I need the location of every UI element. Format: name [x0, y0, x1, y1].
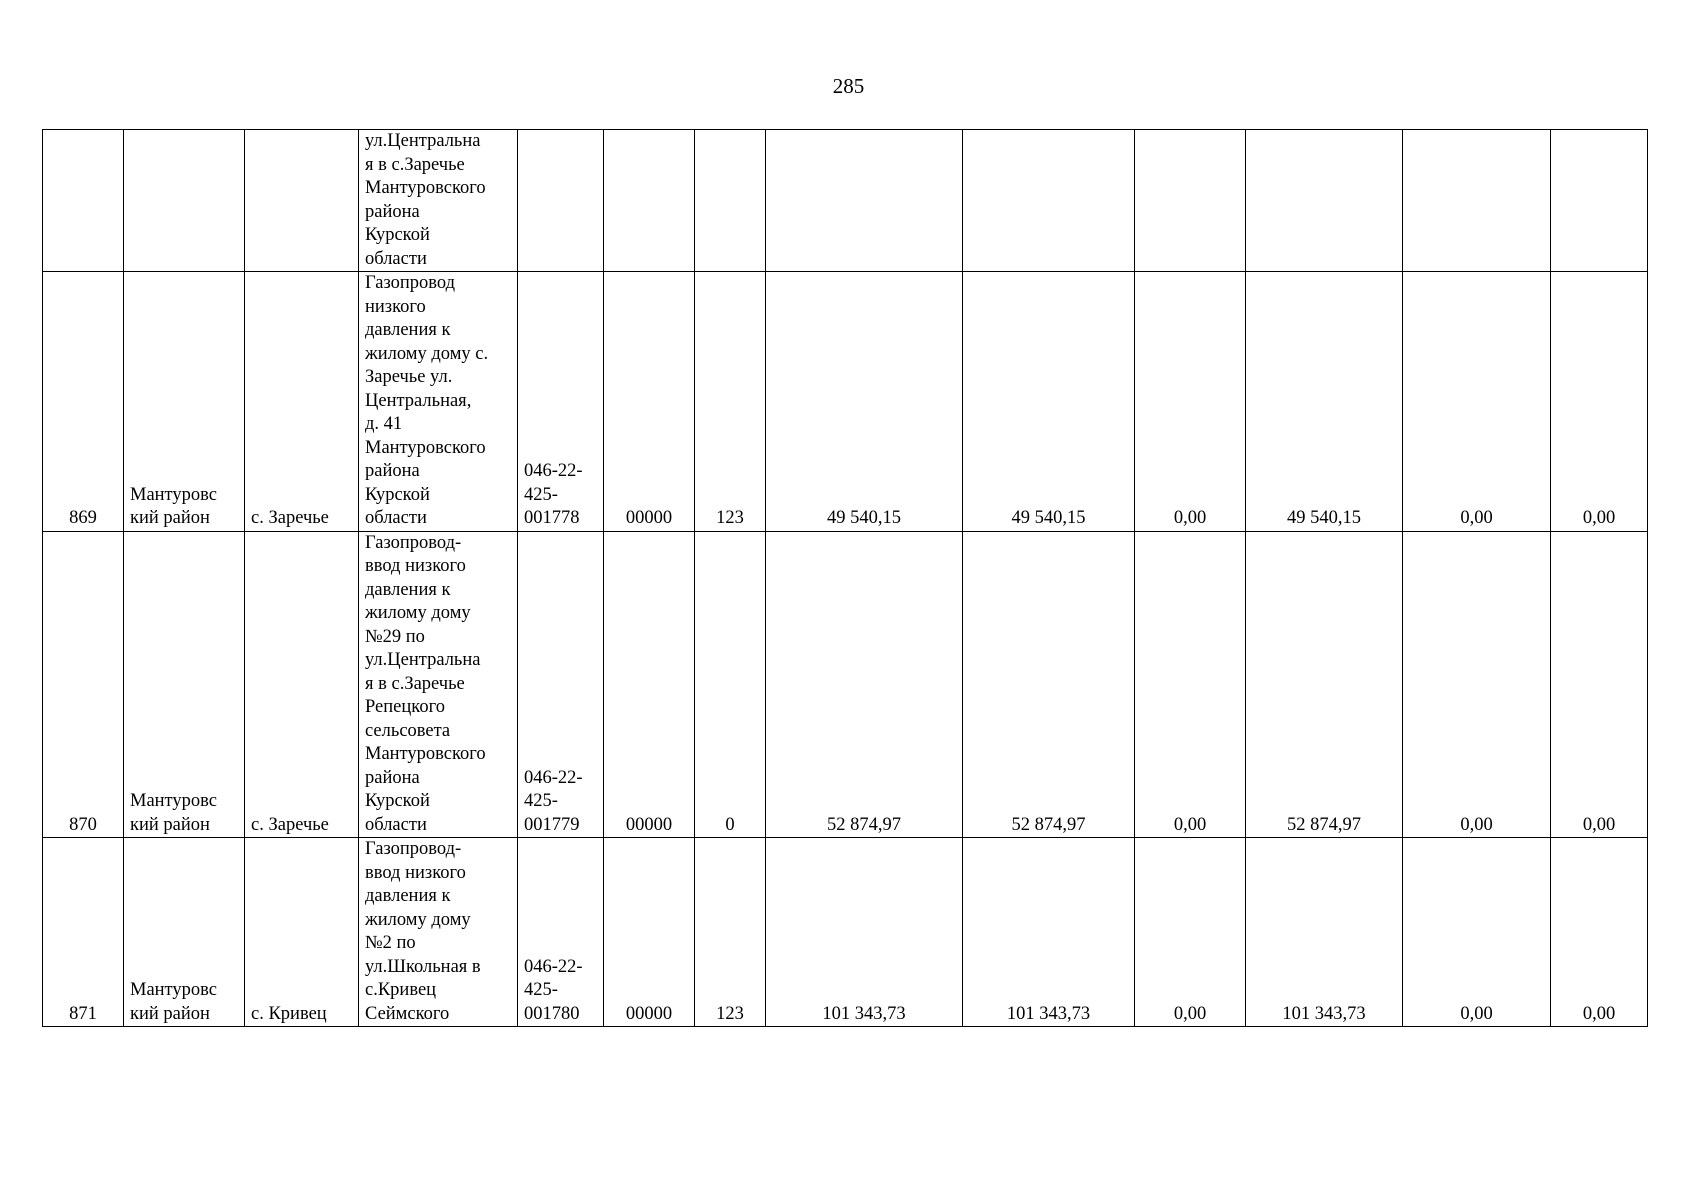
- cell-okof: [604, 130, 695, 272]
- cell-number: [43, 130, 124, 272]
- cell-value-4: 52 874,97: [1246, 531, 1403, 838]
- cell-okof: 00000: [604, 272, 695, 532]
- cell-quantity: [695, 130, 766, 272]
- cell-number: 870: [43, 531, 124, 838]
- cell-value-6: 0,00: [1551, 838, 1648, 1027]
- cell-quantity: 123: [695, 838, 766, 1027]
- cell-value-1: 52 874,97: [766, 531, 963, 838]
- cell-value-3: [1135, 130, 1246, 272]
- cell-value-5: 0,00: [1403, 838, 1551, 1027]
- cell-object-name: Газопровод низкого давления к жилому дому с. Заречье ул. Центральная, д. 41 Мантуровского района Курской области: [359, 272, 518, 532]
- cell-district: Мантуровс кий район: [124, 531, 245, 838]
- table-row: [43, 272, 1648, 532]
- cell-value-3: 0,00: [1135, 838, 1246, 1027]
- cell-value-5: [1403, 130, 1551, 272]
- cell-locality: с. Кривец: [245, 838, 359, 1027]
- cell-number: 869: [43, 272, 124, 532]
- cell-value-2: 49 540,15: [963, 272, 1135, 532]
- cell-value-4: 101 343,73: [1246, 838, 1403, 1027]
- cell-object-name: Газопровод- ввод низкого давления к жилому дому №2 по ул.Школьная в с.Кривец Сеймского: [359, 838, 518, 1027]
- cell-quantity: 123: [695, 272, 766, 532]
- cell-value-1: 49 540,15: [766, 272, 963, 532]
- cell-value-3: 0,00: [1135, 531, 1246, 838]
- cell-value-6: [1551, 130, 1648, 272]
- cell-registry-code: 046-22- 425- 001780: [518, 838, 604, 1027]
- cell-value-4: 49 540,15: [1246, 272, 1403, 532]
- cell-locality: с. Заречье: [245, 531, 359, 838]
- cell-district: Мантуровс кий район: [124, 272, 245, 532]
- cell-registry-code: 046-22- 425- 001779: [518, 531, 604, 838]
- cell-value-6: 0,00: [1551, 531, 1648, 838]
- table-row-continuation: [43, 130, 1648, 272]
- cell-quantity: 0: [695, 531, 766, 838]
- cell-value-5: 0,00: [1403, 531, 1551, 838]
- cell-value-5: 0,00: [1403, 272, 1551, 532]
- cell-object-name: ул.Центральна я в с.Заречье Мантуровского района Курской области: [359, 130, 518, 272]
- table-row: [43, 838, 1648, 1027]
- cell-okof: 00000: [604, 838, 695, 1027]
- cell-district: [124, 130, 245, 272]
- cell-number: 871: [43, 838, 124, 1027]
- cell-value-2: 52 874,97: [963, 531, 1135, 838]
- cell-okof: 00000: [604, 531, 695, 838]
- cell-value-1: 101 343,73: [766, 838, 963, 1027]
- cell-locality: с. Заречье: [245, 272, 359, 532]
- table-row: [43, 531, 1648, 838]
- cell-object-name: Газопровод- ввод низкого давления к жилому дому №29 по ул.Центральна я в с.Заречье Репецкого сельсовета Мантуровского района Курской области: [359, 531, 518, 838]
- cell-registry-code: [518, 130, 604, 272]
- cell-registry-code: 046-22- 425- 001778: [518, 272, 604, 532]
- registry-table: [42, 129, 1648, 1027]
- page-number: 285: [832, 74, 865, 98]
- cell-value-6: 0,00: [1551, 272, 1648, 532]
- cell-value-2: 101 343,73: [963, 838, 1135, 1027]
- cell-value-2: [963, 130, 1135, 272]
- cell-locality: [245, 130, 359, 272]
- cell-value-1: [766, 130, 963, 272]
- cell-value-4: [1246, 130, 1403, 272]
- cell-district: Мантуровс кий район: [124, 838, 245, 1027]
- cell-value-3: 0,00: [1135, 272, 1246, 532]
